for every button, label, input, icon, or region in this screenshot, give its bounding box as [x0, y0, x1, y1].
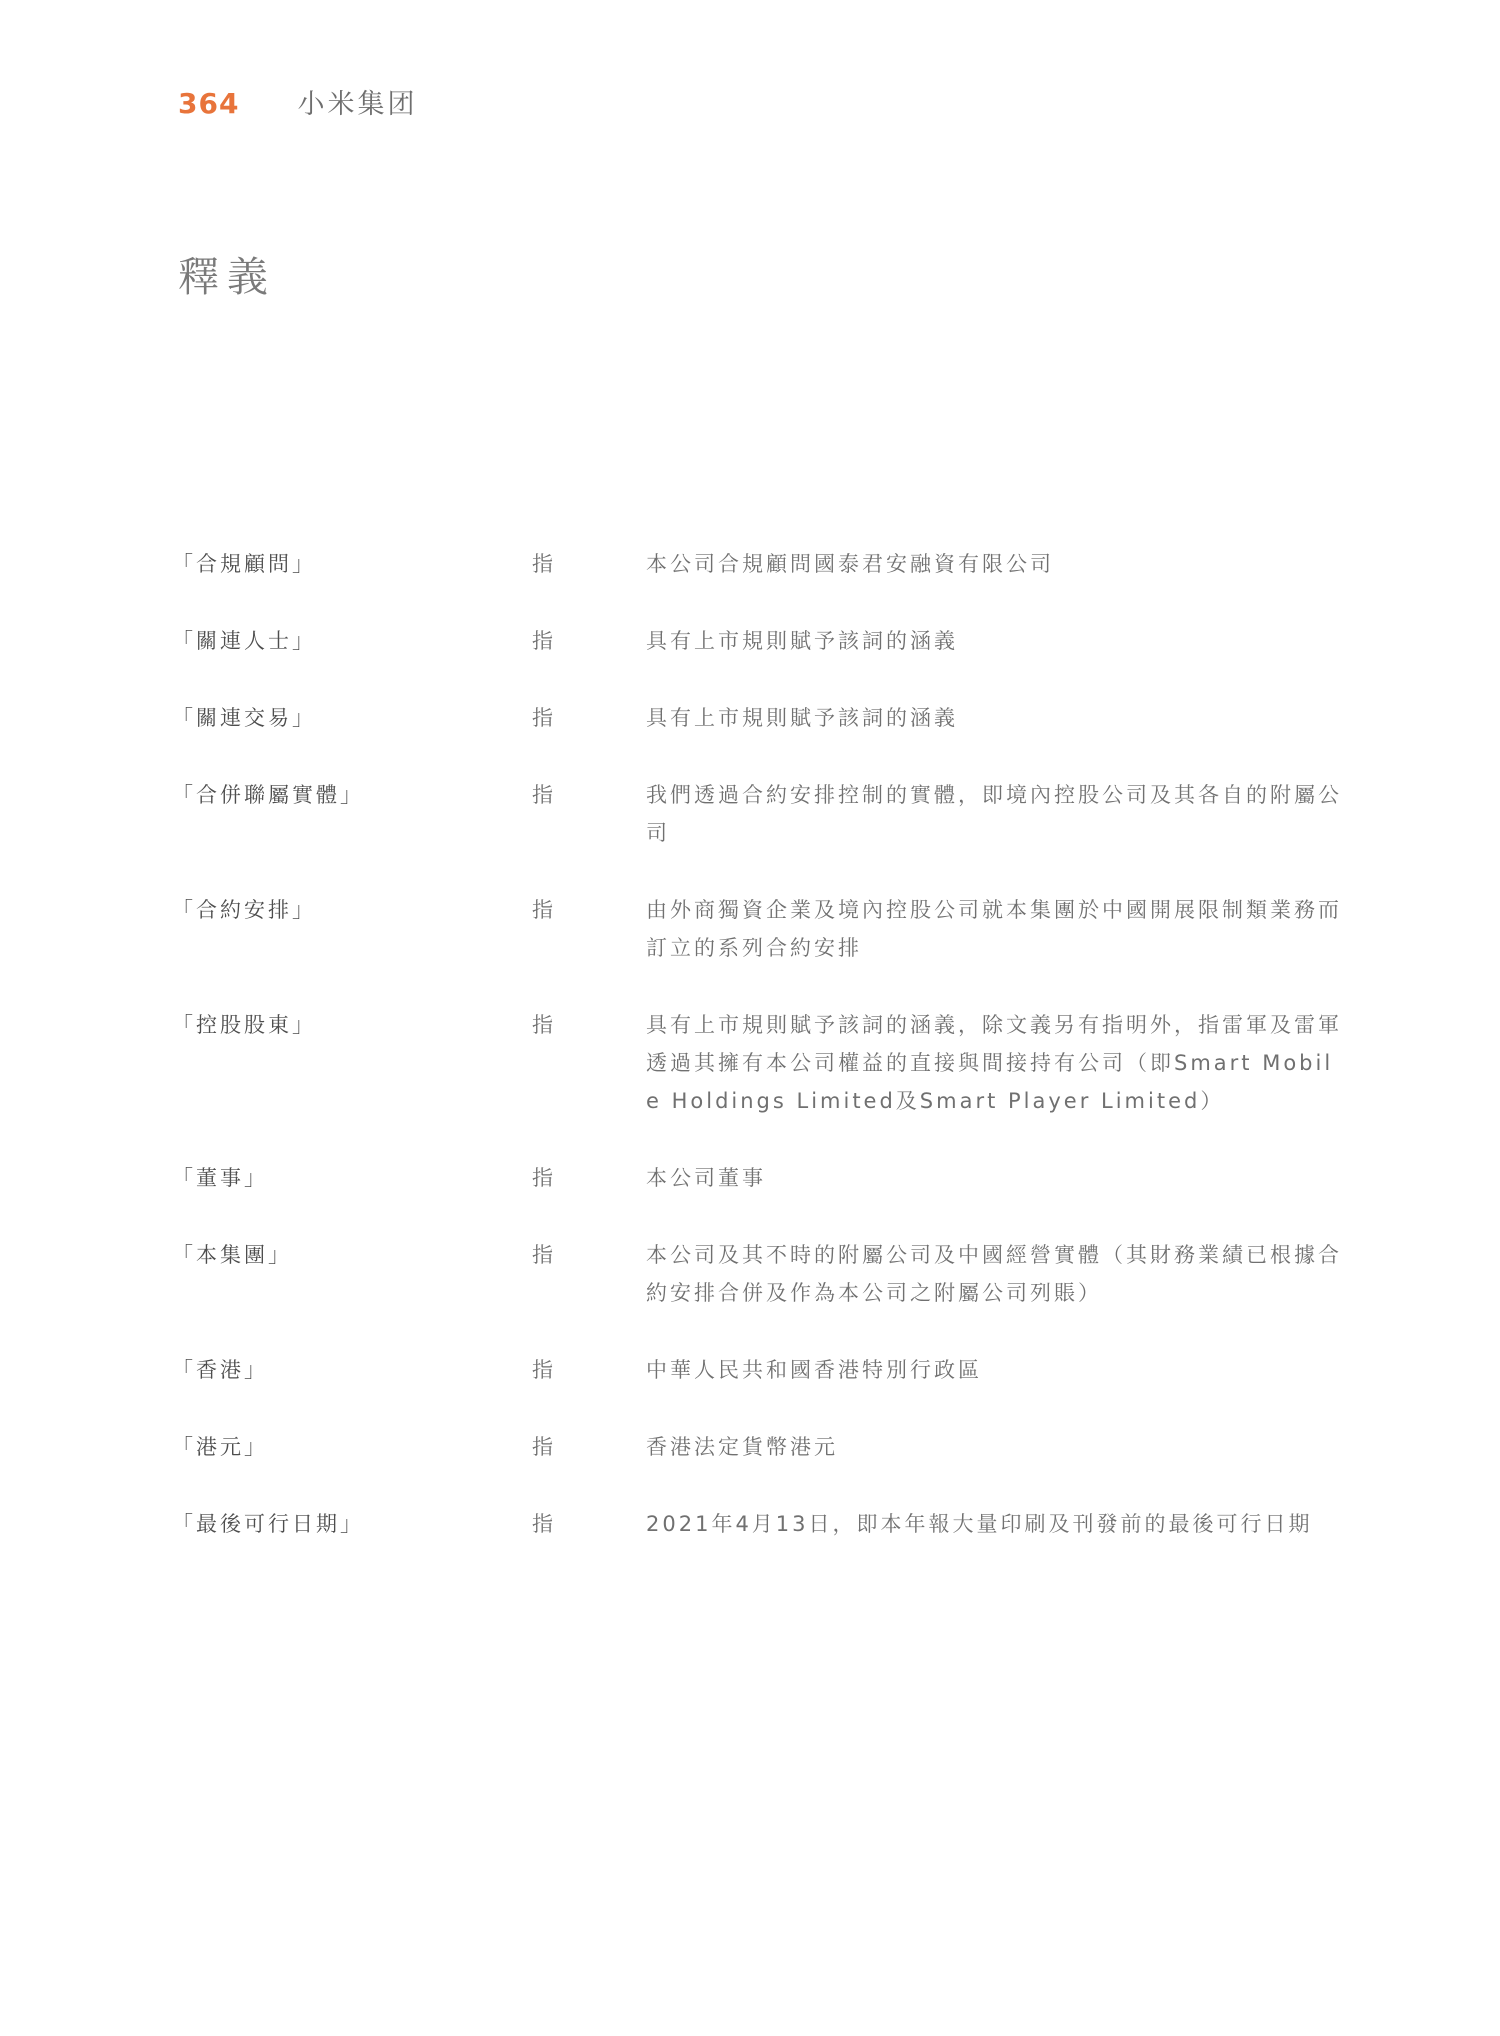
definition-means: 指 — [532, 1243, 553, 1267]
definition-row — [172, 776, 1342, 852]
definition-term: 「合約安排」 — [172, 898, 316, 922]
definition-term: 「合併聯屬實體」 — [172, 783, 364, 807]
definition-row — [172, 1006, 1342, 1120]
definition-text: 我們透過合約安排控制的實體，即境內控股公司及其各自的附屬公司 — [646, 783, 1342, 845]
definition-row — [172, 891, 1342, 967]
definition-row — [172, 622, 1332, 660]
definition-text: 2021年4月13日，即本年報大量印刷及刊發前的最後可行日期 — [646, 1512, 1313, 1536]
definition-term: 「港元」 — [172, 1435, 268, 1459]
definition-row — [172, 699, 1332, 737]
section-title: 釋義 — [178, 253, 276, 301]
definition-means: 指 — [532, 898, 553, 922]
definition-term: 「最後可行日期」 — [172, 1512, 364, 1536]
definition-text: 本公司合規顧問國泰君安融資有限公司 — [646, 552, 1054, 576]
definition-text: 由外商獨資企業及境內控股公司就本集團於中國開展限制類業務而訂立的系列合約安排 — [646, 898, 1342, 960]
definition-text: 具有上市規則賦予該詞的涵義，除文義另有指明外，指雷軍及雷軍透過其擁有本公司權益的直接與間接持有公司（即Smart Mobile Holdings Limited及Smart Player Limited） — [646, 1013, 1342, 1113]
definition-text: 具有上市規則賦予該詞的涵義 — [646, 706, 958, 730]
definition-term: 「關連人士」 — [172, 629, 316, 653]
definitions-list — [172, 545, 1342, 1582]
definition-term: 「關連交易」 — [172, 706, 316, 730]
definition-row — [172, 1351, 1332, 1389]
page-number: 364 — [178, 87, 240, 120]
definition-text: 本公司及其不時的附屬公司及中國經營實體（其財務業績已根據合約安排合併及作為本公司之附屬公司列賬） — [646, 1243, 1342, 1305]
definition-row — [172, 1428, 1332, 1466]
definition-term: 「董事」 — [172, 1166, 268, 1190]
definition-means: 指 — [532, 1512, 553, 1536]
definition-text: 中華人民共和國香港特別行政區 — [646, 1358, 982, 1382]
definition-term: 「合規顧問」 — [172, 552, 316, 576]
definition-text: 香港法定貨幣港元 — [646, 1435, 838, 1459]
definition-means: 指 — [532, 783, 553, 807]
definition-text: 具有上市規則賦予該詞的涵義 — [646, 629, 958, 653]
definition-means: 指 — [532, 1166, 553, 1190]
definition-term: 「控股股東」 — [172, 1013, 316, 1037]
definition-row — [172, 1236, 1342, 1312]
definition-means: 指 — [532, 706, 553, 730]
definition-term: 「香港」 — [172, 1358, 268, 1382]
definition-row — [172, 1505, 1332, 1543]
page-header — [178, 82, 417, 121]
company-name: 小米集团 — [297, 89, 418, 120]
definition-means: 指 — [532, 1435, 553, 1459]
definition-means: 指 — [532, 552, 553, 576]
definition-means: 指 — [532, 1358, 553, 1382]
definition-means: 指 — [532, 1013, 553, 1037]
definition-row — [172, 545, 1332, 583]
definition-text: 本公司董事 — [646, 1166, 766, 1190]
definition-term: 「本集團」 — [172, 1243, 292, 1267]
definition-means: 指 — [532, 629, 553, 653]
definition-row — [172, 1159, 1332, 1197]
